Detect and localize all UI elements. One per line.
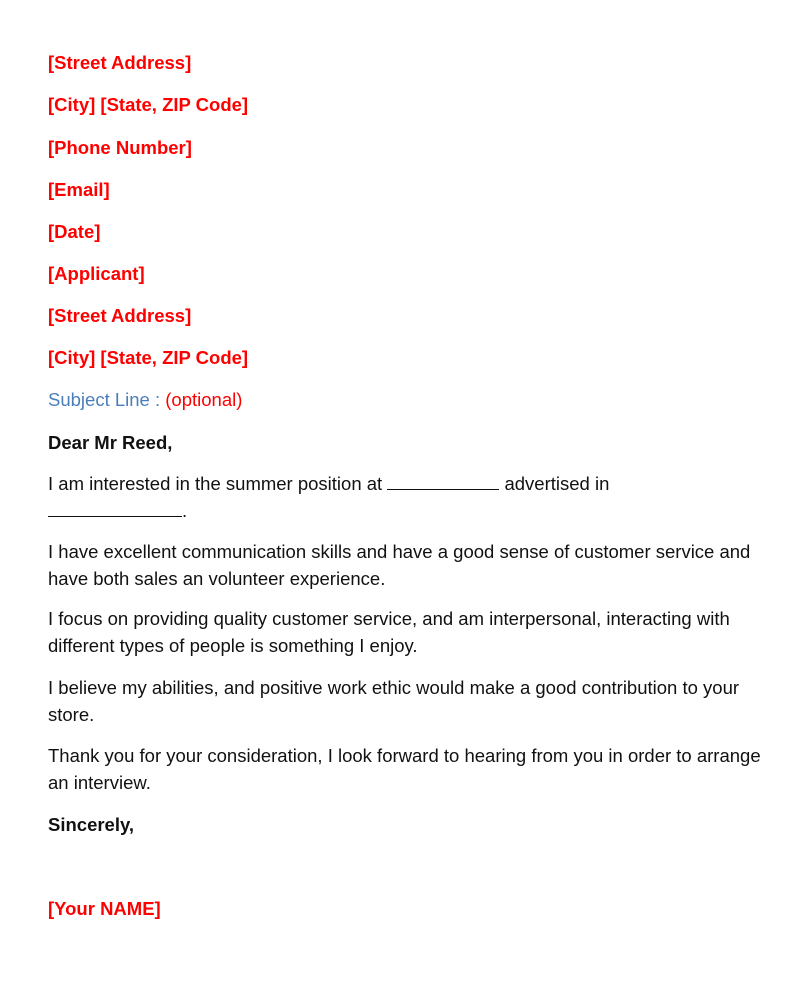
subject-label: Subject Line : [48, 389, 166, 410]
company-blank[interactable] [387, 471, 499, 490]
recipient-name: [Applicant] [48, 263, 145, 284]
sender-city-state-zip: [City] [State, ZIP Code] [48, 94, 249, 115]
publication-blank[interactable] [48, 498, 182, 517]
p1-text-1: I am interested in the summer position at [48, 473, 388, 494]
body-paragraph-4: I believe my abilities, and positive work ethic would make a good contribution to your store. [48, 677, 740, 725]
recipient-city-state-zip: [City] [State, ZIP Code] [48, 347, 249, 368]
p1-text-2: advertised in [499, 473, 610, 494]
p1-end: . [182, 500, 188, 521]
subject-value: (optional) [165, 389, 243, 410]
salutation: Dear Mr Reed, [48, 432, 173, 453]
sender-phone: [Phone Number] [48, 137, 192, 158]
body-paragraph-3: I focus on providing quality customer service, and am interpersonal, interacting with different types of people is something I enjoy. [48, 608, 730, 656]
sender-street-address: [Street Address] [48, 52, 192, 73]
closing: Sincerely, [48, 814, 135, 835]
subject-line [48, 386, 242, 413]
body-paragraph-5: Thank you for your consideration, I look forward to hearing from you in order to arrange an interview. [48, 745, 761, 793]
body-paragraph-1 [48, 470, 763, 524]
signature-name: [Your NAME] [48, 898, 161, 919]
sender-email: [Email] [48, 179, 110, 200]
letter-date: [Date] [48, 221, 101, 242]
body-paragraph-2: I have excellent communication skills and have a good sense of customer service and have both sales an volunteer experience. [48, 541, 751, 589]
recipient-street-address: [Street Address] [48, 305, 192, 326]
